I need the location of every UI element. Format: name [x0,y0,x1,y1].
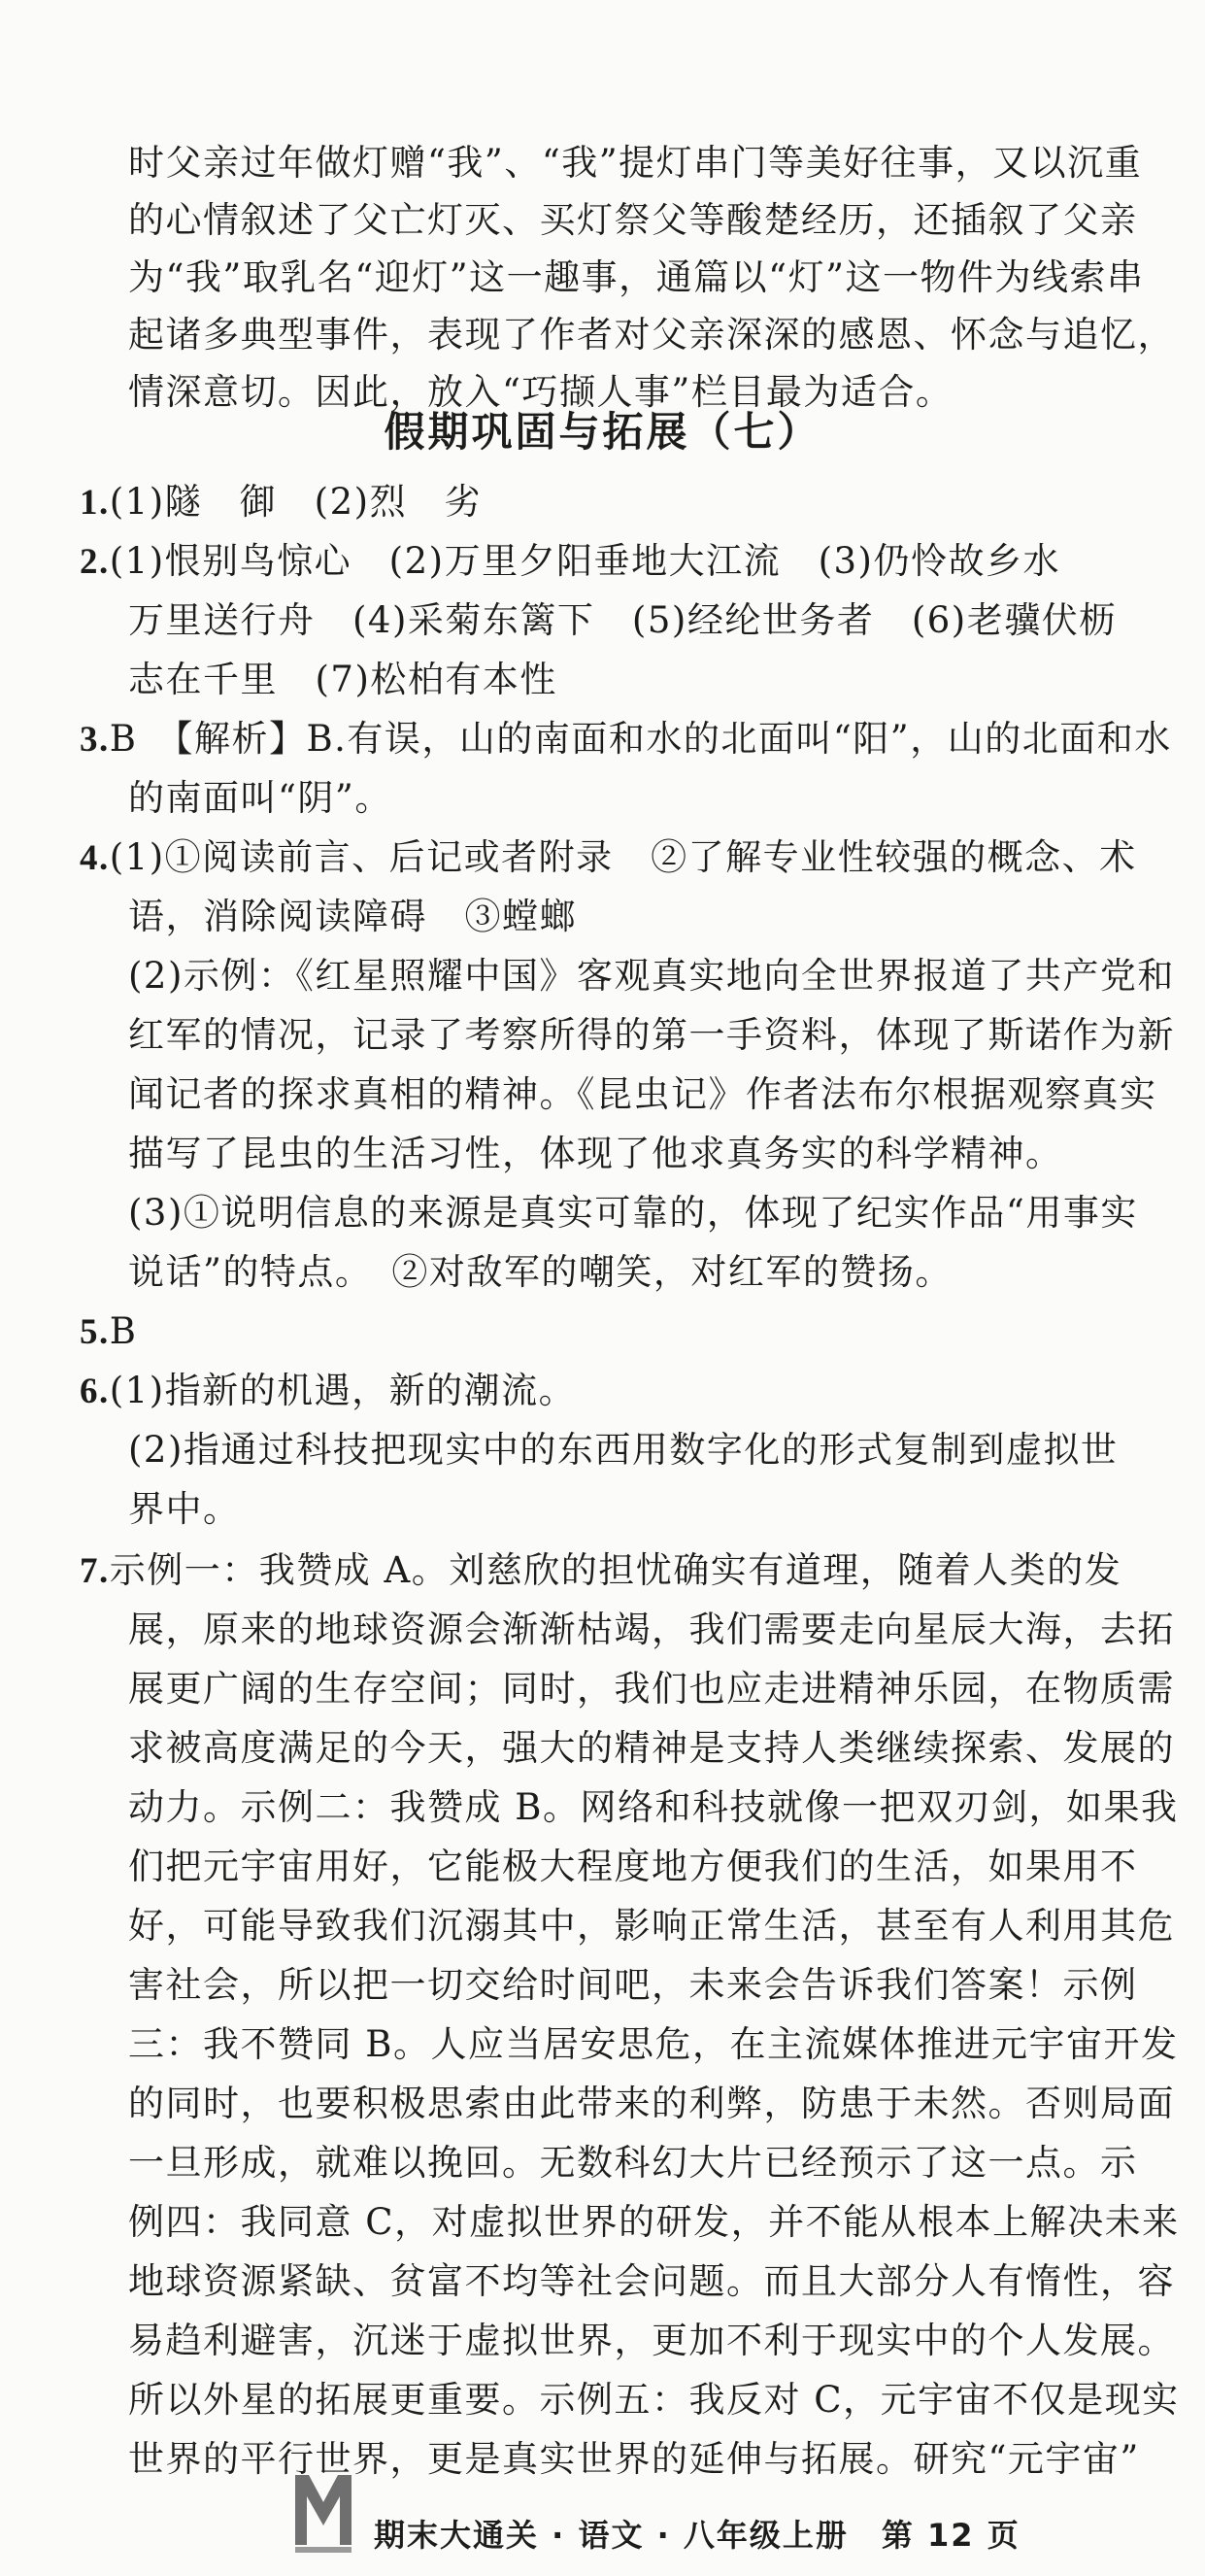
answer-text: (1)隧 御 (2)烈 劣 [109,481,483,523]
answer-line: 志在千里 (7)松柏有本性 [128,659,557,700]
answer-line: 好，可能导致我们沉溺其中，影响正常生活，甚至有人利用其危 [128,1905,1175,1947]
intro-line: 时父亲过年做灯赠“我”、“我”提灯串门等美好往事，又以沉重 [128,142,1143,184]
intro-line: 的心情叙述了父亡灯灭、买灯祭父等酸楚经历，还插叙了父亲 [128,199,1138,241]
intro-line: 起诸多典型事件，表现了作者对父亲深深的感恩、怀念与追忆， [128,314,1175,356]
question-number: 1. [80,483,110,523]
intro-line: 为“我”取乳名“迎灯”这一趣事，通篇以“灯”这一物件为线索串 [128,256,1145,298]
answer-line: 求被高度满足的今天，强大的精神是支持人类继续探索、发展的 [128,1727,1175,1769]
answer-line: 地球资源紧缺、贫富不均等社会问题。而且大部分人有惰性，容 [128,2260,1175,2302]
answer-line: 展，原来的地球资源会渐渐枯竭，我们需要走向星辰大海，去拓 [128,1609,1175,1650]
answer-line: 红军的情况，记录了考察所得的第一手资料，体现了斯诺作为新 [128,1014,1175,1056]
answer-line: 万里送行舟 (4)采菊东篱下 (5)经纶世务者 (6)老骥伏枥 [128,599,1117,641]
question-number: 2. [80,542,110,582]
answer-line [80,1542,1121,1601]
question-number: 5. [80,1312,110,1352]
question-number: 4. [80,838,110,878]
answer-line [80,1303,137,1362]
answer-text: 示例一：我赞成 A。刘慈欣的担忧确实有道理，随着人类的发 [109,1549,1122,1591]
answer-line: 害社会，所以把一切交给时间吧，未来会告诉我们答案！示例 [128,1964,1138,2006]
answer-line [80,473,482,532]
question-number: 7. [80,1551,110,1591]
answer-line: (3)①说明信息的来源是真实可靠的，体现了纪实作品“用事实 [128,1192,1138,1234]
answer-text: (1)指新的机遇，新的潮流。 [109,1370,577,1411]
intro-line: 情深意切。因此，放入“巧撷人事”栏目最为适合。 [128,371,954,413]
answer-line: 世界的平行世界，更是真实世界的延伸与拓展。研究“元宇宙” [128,2438,1140,2480]
answer-line: 动力。示例二：我赞成 B。网络和科技就像一把双刃剑，如果我 [128,1786,1179,1828]
answer-line [80,710,1172,769]
answer-line [80,1362,576,1421]
answer-text: (1)恨别鸟惊心 (2)万里夕阳垂地大江流 (3)仍怜故乡水 [109,540,1060,582]
footer-page-info: 期末大通关 · 语文 · 八年级上册 第 12 页 [374,2517,1021,2554]
answer-line: 的南面叫“阴”。 [128,777,392,819]
answer-line: 所以外星的拓展更重要。示例五：我反对 C，元宇宙不仅是现实 [128,2379,1180,2421]
answer-line: 们把元宇宙用好，它能极大程度地方便我们的生活，如果用不 [128,1846,1138,1887]
answer-line: 语，消除阅读障碍 ③螳螂 [128,896,577,937]
answer-line: 说话”的特点。 ②对敌军的嘲笑，对红军的赞扬。 [128,1251,953,1293]
answer-line [80,829,1137,888]
answer-line: (2)指通过科技把现实中的东西用数字化的形式复制到虚拟世 [128,1429,1119,1471]
answer-line: 三：我不赞同 B。人应当居安思危，在主流媒体推进元宇宙开发 [128,2023,1179,2065]
answer-line: 界中。 [128,1488,241,1530]
answer-text: B [109,1310,138,1352]
answer-line: 例四：我同意 C，对虚拟世界的研发，并不能从根本上解决未来 [128,2201,1180,2243]
section-title: 假期巩固与拓展（七） [384,408,821,456]
answer-text: (1)①阅读前言、后记或者附录 ②了解专业性较强的概念、术 [109,836,1137,878]
answer-line: 的同时，也要积极思索由此带来的利弊，防患于未然。否则局面 [128,2083,1175,2124]
answer-line: 闻记者的探求真相的精神。《昆虫记》作者法布尔根据观察真实 [128,1073,1157,1115]
answer-line: (2)示例：《红星照耀中国》客观真实地向全世界报道了共产党和 [128,955,1175,997]
answer-line: 描写了昆虫的生活习性，体现了他求真务实的科学精神。 [128,1133,1063,1174]
answer-line: 展更广阔的生存空间；同时，我们也应走进精神乐园，在物质需 [128,1668,1175,1710]
question-number: 3. [80,720,110,760]
question-number: 6. [80,1372,110,1411]
publisher-logo-icon [291,2456,355,2555]
answer-line: 易趋利避害，沉迷于虚拟世界，更加不利于现实中的个人发展。 [128,2320,1175,2361]
answer-line [80,532,1060,592]
answer-line: 一旦形成，就难以挽回。无数科幻大片已经预示了这一点。示 [128,2142,1138,2184]
answer-text: B 【解析】B.有误，山的南面和水的北面叫“阳”，山的北面和水 [109,718,1172,760]
